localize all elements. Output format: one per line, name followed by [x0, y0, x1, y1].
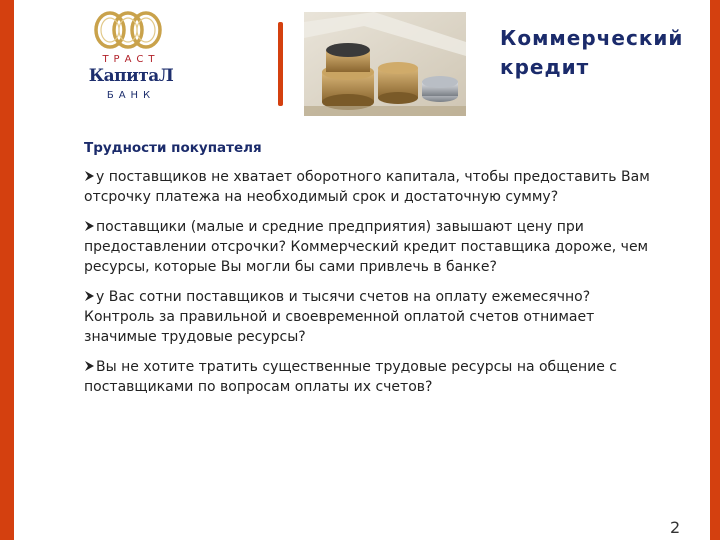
- logo-text-bank: БАНК: [106, 90, 156, 101]
- list-item: [84, 287, 659, 347]
- page-number: 2: [670, 518, 681, 537]
- bank-logo: [88, 10, 174, 106]
- left-accent-bar: [0, 0, 14, 540]
- list-item: [84, 217, 659, 277]
- arrowhead-bullet-icon: [84, 170, 95, 182]
- header-divider: [278, 22, 283, 106]
- logo-rings-icon: [92, 10, 164, 50]
- list-item: [84, 357, 659, 397]
- list-item: [84, 167, 659, 207]
- list-item-text: Вы не хотите тратить существенные трудовые ресурсы на общение с поставщиками по вопросам оплаты их счетов?: [84, 359, 618, 395]
- logo-text-kapital: КапитаЛ: [88, 66, 174, 86]
- arrowhead-bullet-icon: [84, 220, 95, 232]
- list-item-text: поставщики (малые и средние предприятия) завышают цену при предоставлении отсрочки? Коммерческий кредит поставщика дороже, чем ресурсы, которые Вы могли бы сами привлечь в банке?: [84, 219, 649, 275]
- right-accent-bar: [710, 0, 720, 540]
- list-item-text: у Вас сотни поставщиков и тысячи счетов на оплату ежемесячно? Контроль за правильной и своевременной оплатой счетов отнимает значимые трудовые ресурсы?: [84, 289, 595, 345]
- coins-photo: [304, 12, 466, 116]
- title-line-2: кредит: [500, 55, 590, 79]
- title-line-1: Коммерческий: [500, 26, 684, 50]
- logo-text-trast: ТРАСТ: [102, 54, 160, 65]
- main-content: [84, 140, 659, 407]
- section-heading: Трудности покупателя: [84, 140, 262, 156]
- page-title: [500, 24, 705, 82]
- arrowhead-bullet-icon: [84, 290, 95, 302]
- list-item-text: у поставщиков не хватает оборотного капитала, чтобы предоставить Вам отсрочку платежа на необходимый срок и достаточную сумму?: [84, 169, 650, 205]
- arrowhead-bullet-icon: [84, 360, 95, 372]
